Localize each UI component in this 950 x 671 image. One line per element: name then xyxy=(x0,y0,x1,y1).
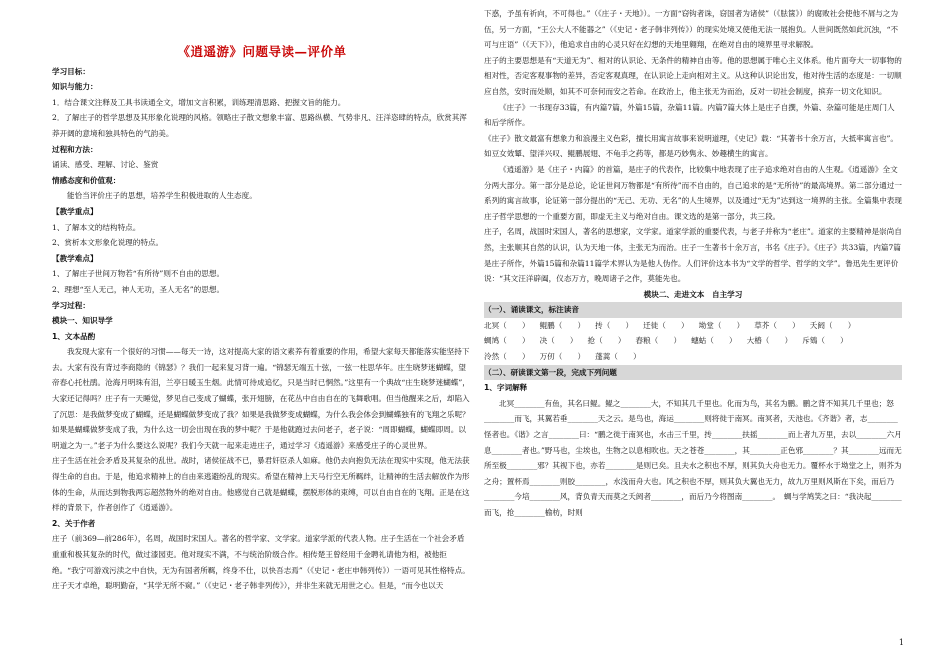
paragraph: 2、理想“至人无己，神人无功，圣人无名”的思想。 xyxy=(52,284,225,294)
paragraph: 2．了解庄子的哲学思想及其形象化说理的风格。领略庄子散文想象丰富、思路纵横、气势非凡、汪洋恣肆的特点，欣赏其浑莽开阔的意境和独具特色的气韵美。 xyxy=(52,113,467,138)
pinyin-item: 北冥（ ） xyxy=(484,320,530,330)
section-heading: 情感态度和价值观： xyxy=(52,175,121,185)
section-heading: 2、关于作者 xyxy=(52,518,96,528)
pinyin-item: 决（ ） xyxy=(539,336,578,346)
paragraph: 能恰当评价庄子的思想，培养学生积极进取的人生态度。 xyxy=(67,191,257,201)
pinyin-item: 大椿（ ） xyxy=(746,336,793,346)
section-heading: 1、字词解释 xyxy=(484,383,528,393)
paragraph: 庄子，名周，战国时宋国人，著名的思想家，文学家。道家学派的重要代表，与老子并称为“老庄”。道家的主要精神是崇尚自然，主张顺其自然的认识，认为天地一体，主张无为而治。庄子一生著书十余万言，书名《庄子》。《庄子》共33篇，内篇7篇是庄子所作，外篇15篇和杂篇11篇学术界认为是他人伪作。人们评价这本书为“文学的哲学、哲学的文学”。鲁迅先生更评价说：“其文汪洋辟阖，仪态万方，晚周诸子之作，莫能先也。 xyxy=(484,227,902,284)
left-column-body xyxy=(52,64,497,594)
left-column xyxy=(52,44,497,594)
paragraph: 诵读、感受、理解、讨论、鉴赏 xyxy=(52,160,159,170)
paragraph: 1．结合课文注释及工具书读通全文，增加文言积累，训练理清思路、把握文旨的能力。 xyxy=(52,97,346,107)
paragraph: 《庄子》散文最富有想象力和浪漫主义色彩，擅长用寓言故事来说明道理，《史记》载：“其著书十余万言，大抵率寓言也”。如豆女效颦、望洋兴叹、鲲鹏展翅、不龟手之药等，都是巧妙隽永、妙趣横生的寓言。 xyxy=(484,133,899,159)
pinyin-item: 斥鴳（ ） xyxy=(802,336,848,346)
section-heading: 学习目标： xyxy=(52,66,90,76)
section-heading: 1、文本品酌 xyxy=(52,331,96,341)
paragraph: 庄子（前369—前286年），名周，战国时宋国人。著名的哲学家、文学家。道家学派的代表人物。庄子生活在一个社会矛盾重重和极其复杂的时代，做过漆园吏。他对现实不满，不与统治阶级合作。相传楚王曾经用千金聘礼请他为相，被他拒绝。“我宁可游戏污渎之中自快，无为有国者所羁，终身不仕，以快吾志焉”（《史记・老庄申韩列传》）一语可见其性格特点。 庄子天才卓绝，聪明勤奋，“其学无所不窥。”（《史记・老子韩非列传》），并非生来就无用世之心。但是，“而今也以天 xyxy=(52,534,497,591)
pinyin-item: 鲲鹏（ ） xyxy=(539,320,586,330)
section-heading: 模块一、知识导学 xyxy=(52,316,113,326)
page-number: 1 xyxy=(898,638,904,647)
paragraph: 《庄子》一书现存33篇，有内篇7篇，外篇15篇，杂篇11篇。内篇7篇大体上是庄子自撰，外篇、杂篇可能是庄周门人和后学所作。 xyxy=(484,102,895,128)
pinyin-item: 泠然（ ） xyxy=(484,352,530,362)
subsection-heading: （二）、研读课文第一段，完成下列问题 xyxy=(484,365,902,381)
paragraph: 庄子的主要思想是有“天道无为”、相对的认识论、无条件的精神自由等。他的思想属于唯心主义体系。他片面夸大一切事物的相对性，否定客观事物的差异，否定客观真理，在认识论上走向相对主义。从这种认识论出发，他对待生活的态度是：一切顺应自然，安时而处顺，如其不可奈何而安之若命。在政治上，他主张无为而治，反对一切社会制度，摈弃一切文化知识。 xyxy=(484,55,902,96)
pinyin-item: 蜩鸠（ ） xyxy=(484,336,530,346)
pinyin-exercise xyxy=(484,318,902,365)
pinyin-item: 草芥（ ） xyxy=(754,320,800,330)
pinyin-item: 蟪蛄（ ） xyxy=(691,336,737,346)
paragraph: 1、了解本文的结构特点。 xyxy=(52,222,141,232)
paragraph: 《逍遥游》是《庄子・内篇》的首篇，是庄子的代表作，比较集中地表现了庄子追求绝对自由的人生观。《逍遥游》全文分两大部分。第一部分是总论，论证世间万物都是“有所待”而不自由的，自己追求的是“无所待”的最高境界。第二部分通过一系列的寓言故事，论证第一部分提出的“无己、无功、无名”的人生境界，以及通过“无为”达到这一境界的主张。全篇集中表现庄子哲学思想的一个重要方面，即虚无主义与绝对自由。课文选的是第一部分，共三段。 xyxy=(484,164,902,221)
paragraph: 下惑，予虽有祈向，不可得也。”（《庄子・天地》）。一方面“窃钩者诛，窃国者为诸侯”（《胠箧》）的腐败社会使他不屑与之为伍，另一方面，“王公大人不能器之”（《史记・老子韩非列传》）的现实处境又使他无法一展抱负。人世间既然如此沉浊，“不可与庄语”（《天下》），他追求自由的心灵只好在幻想的天地里翱翔，在绝对自由的境界里寻求解脱。 xyxy=(484,9,899,50)
section-heading: 【教学难点】 xyxy=(52,253,98,263)
module-heading: 模块二、走进文本 自主学习 xyxy=(643,289,743,299)
pinyin-item: 抢（ ） xyxy=(587,336,626,346)
section-heading: 过程和方法： xyxy=(52,144,98,154)
paragraph: 我发现大家有一个很好的习惯——每天一诗，这对提高大家的语文素养有着重要的作用，希望大家每天都能落实能坚持下去。大家有没有背过李商隐的《锦瑟》？我们一起来复习背一遍。“锦瑟无端五十弦，一弦一柱思华年。庄生晓梦迷蝴蝶，望帝春心托杜鹃。沧海月明珠有泪，兰亭日暖玉生烟。此情可待成追忆，只是当时已惘然。”这里有一个典故“庄生晓梦迷蝴蝶”，大家还记得吗？庄子有一天睡觉，梦见自己变成了蝴蝶，张开翅膀，在花丛中自由自在的飞舞歌唱。但当他醒来之后，却陷入了沉思：是我做梦变成了蝴蝶，还是蝴蝶做梦变成了我？如果是我做梦变成蝴蝶，为什么我会体会到蝴蝶独有的飞翔之乐呢？如果是蝴蝶做梦变成了我，为什么这一切会出现在我的梦中呢？于是他就跑过去问老子，老子说：“周即蝴蝶，蝴蝶即周。以明道之为一。”老子为什么要这么说呢？我们今天就一起来走进庄子，通过学习《逍遥游》来感受庄子的心灵世界。 xyxy=(52,347,470,450)
pinyin-item: 舂粮（ ） xyxy=(635,336,682,346)
section-heading: 学习过程： xyxy=(52,300,90,310)
pinyin-item: 迁徙（ ） xyxy=(643,320,689,330)
paragraph: 2、赏析本文形象化说理的特点。 xyxy=(52,238,164,248)
subsection-heading: （一）、诵读课文，标注读音 xyxy=(484,302,902,318)
pinyin-item: 抟（ ） xyxy=(595,320,634,330)
section-heading: 【教学重点】 xyxy=(52,206,98,216)
section-heading: 知识与能力： xyxy=(52,82,98,92)
page-title: 《逍遥游》问题导读—评价单 xyxy=(177,44,347,59)
paragraph: 1、了解庄子世间万物若“有所待”则不自由的思想。 xyxy=(52,269,225,279)
paragraph: 庄子生活在社会矛盾及其复杂的乱世。战时，诸侯征战不已，暴君奸臣杀人如麻。他仍去向抱负无法在现实中实现，他无法获得生命的自由。于是，他追求精神上的自由来逃避纷乱的现实。希望在精神上天马行空无所羁绊，让精神的生活去解放作为形体的生命，从而达到物我两忘超然物外的绝对自由。他感觉自己就是蝴蝶，摆脱形体的束缚，可以自由自在的飞翔。正是在这样的背景下，作者创作了《逍遥游》。 xyxy=(52,456,470,513)
pinyin-item: 坳堂（ ） xyxy=(698,320,745,330)
right-column xyxy=(484,6,902,521)
right-column-body xyxy=(484,6,902,521)
pinyin-item: 万仞（ ） xyxy=(539,352,586,362)
paragraph: 北冥________有鱼，其名曰鲲。鲲之________大，不知其几千里也。化而为鸟，其名为鹏。鹏之背不知其几千里也；怒________而飞，其翼若垂________天之云。是鸟也，海运________则将徙于南冥。南冥者，天池也。《齐谐》者，志________怪者也。《谐》之言________曰：“鹏之徙于南冥也，水击三千里，抟________扶摇________而上者九万里，去以________六月息________者也。”野马也，尘埃也，生物之以息相吹也。天之苍苍________，其________正色邪________？其________远而无所至极________邪？其视下也，亦若________是则已矣。且夫水之积也不厚，则其负大舟也无力。覆杯水于坳堂之上，则芥为之舟；置杯焉________则胶________，水浅而舟大也。风之积也不厚，则其负大翼也无力，故九万里则风斯在下矣，而后乃________今培________风，背负青天而莫之夭阏者________，而后乃今将图南________。 蜩与学鸠笑之曰：“我决起________而飞，抢________榆枋，时则 xyxy=(484,398,902,517)
pinyin-item: 蓬蒿（ ） xyxy=(595,352,641,362)
pinyin-item: 夭阏（ ） xyxy=(809,320,856,330)
